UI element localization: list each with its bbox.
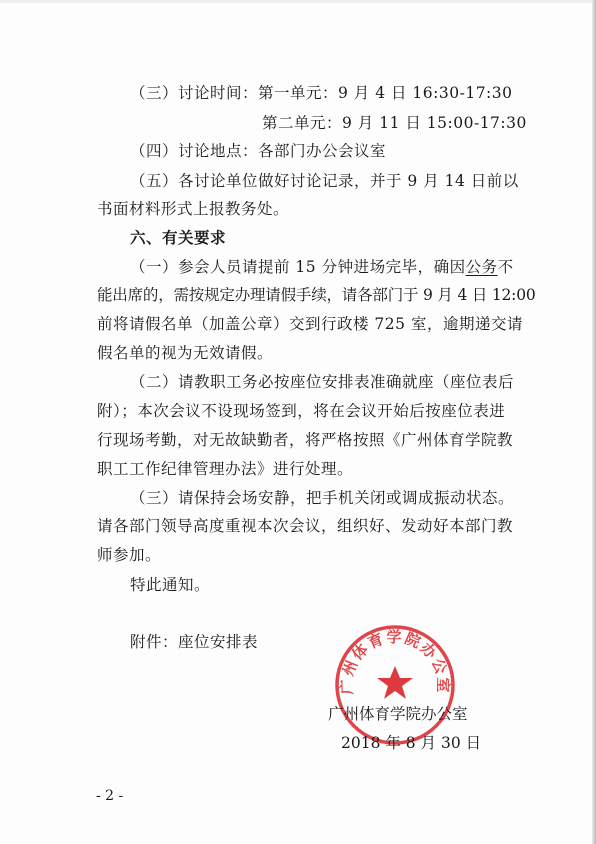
discussion-record-line-1: （五）各讨论单位做好讨论记录，并于 9 月 14 日前以	[130, 172, 519, 190]
requirement-2-line-1: （二）请教职工务必按座位安排表准确就座（座位表后	[130, 373, 515, 391]
attachment-line: 附件：座位安排表	[130, 633, 259, 651]
closing-request-line-1: 请各部门领导高度重视本次会议，组织好、发动好本部门教	[97, 517, 514, 535]
official-seal-stamp	[330, 620, 460, 750]
discussion-time-unit-1: （三）讨论时间：第一单元：9 月 4 日 16:30-17:30	[130, 84, 513, 102]
page-number: - 2 -	[96, 788, 124, 804]
requirement-2-line-3: 行现场考勤，对无故缺勤者，将严格按照《广州体育学院教	[97, 431, 514, 449]
signature-organization: 广州体育学院办公室	[328, 705, 468, 723]
requirement-3-line-1: （三）请保持会场安静，把手机关闭或调成振动状态。	[130, 489, 515, 507]
requirement-1-line-3: 前将请假名单（加盖公章）交到行政楼 725 室，逾期递交请	[97, 315, 523, 333]
requirement-1-line-1	[130, 257, 540, 277]
requirement-2-line-4: 职工工作纪律管理办法》进行处理。	[97, 460, 354, 478]
seal-star-icon	[377, 666, 413, 699]
closing-notice: 特此通知。	[130, 576, 211, 594]
signature-date: 2018 年 8 月 30 日	[341, 734, 482, 752]
closing-request-line-2: 师参加。	[97, 546, 162, 564]
discussion-time-unit-2: 第二单元：9 月 11 日 15:00-17:30	[262, 114, 527, 132]
requirement-1-underlined: 公务	[465, 258, 498, 276]
requirement-1-line-2: 能出席的，需按规定办理请假手续，请各部门于 9 月 4 日 12:00	[97, 286, 536, 304]
requirement-1-text-a: （一）参会人员请提前 15 分钟进场完毕，确因	[130, 258, 466, 276]
requirement-2-line-2: 附）；本次会议不设现场签到，将在会议开始后按座位表进	[97, 402, 506, 420]
section-heading-requirements: 六、有关要求	[130, 228, 227, 247]
discussion-location: （四）讨论地点：各部门办公会议室	[130, 142, 387, 160]
requirement-1-line-4: 假名单的视为无效请假。	[97, 344, 274, 362]
discussion-record-line-2: 书面材料形式上报教务处。	[97, 200, 290, 218]
requirement-1-text-c: 不	[497, 258, 514, 276]
scan-edge-right	[592, 0, 596, 844]
scan-edge-top	[0, 0, 596, 3]
seal-arc-text: 广州体育学院办公室	[337, 628, 453, 695]
